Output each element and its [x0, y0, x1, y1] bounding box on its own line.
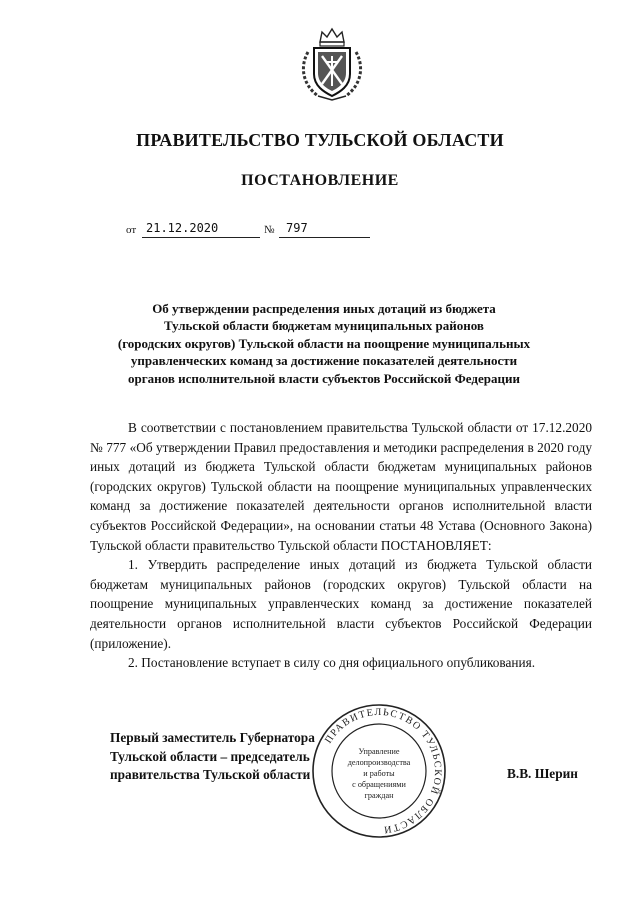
stamp-inner-line: и работы: [363, 769, 395, 778]
signatory-position: [110, 729, 315, 785]
document-number: 797: [286, 221, 308, 235]
stamp-inner-line: Управление: [358, 747, 400, 756]
number-underline: [279, 237, 370, 238]
date-from-label: от: [126, 224, 137, 236]
subject-line: органов исполнительной власти субъектов Российской Федерации: [128, 370, 520, 386]
resolution-item-2: 2. Постановление вступает в силу со дня официального опубликования.: [128, 655, 536, 671]
stamp-inner-line: с обращениями: [352, 780, 406, 789]
subject-line: управленческих команд за достижение показателей деятельности: [130, 353, 518, 369]
signatory-name: В.В. Шерин: [507, 766, 578, 781]
document-subject: [110, 300, 538, 387]
government-title: ПРАВИТЕЛЬСТВО ТУЛЬСКОЙ ОБЛАСТИ: [136, 130, 504, 150]
number-label: №: [264, 224, 275, 236]
stamp-inner-line: делопроизводства: [347, 758, 411, 767]
signatory-position-line: Тульской области – председатель: [110, 748, 310, 764]
resolution-item-1: 1. Утвердить распределение иных дотаций из бюджета Тульской области бюджетам муниципальных районов (городских округов) Тульской области на поощрение муниципальных управленческих команд за достижение показателей деятельности органов исполнительной власти субъектов Российской Федерации (приложение).: [90, 557, 592, 651]
preamble-paragraph: В соответствии с постановлением правительства Тульской области от 17.12.2020 № 777 «Об утверждении Правил предоставления и методики распределения в 2020 году иных дотаций из бюджета Тульской области бюджетам муниципальных районов (городских округов) Тульской области на поощрение муниципальных управленческих команд за достижение показателей деятельности органов исполнительной власти субъектов Российской Федерации», на основании статьи 48 Устава (Основного Закона) Тульской области правительство Тульской области ПОСТАНОВЛЯЕТ:: [90, 420, 592, 553]
date-number-line: [126, 221, 386, 244]
signatory-position-line: правительства Тульской области: [110, 767, 311, 782]
stamp-inner-line: граждан: [364, 791, 394, 800]
document-type-heading: ПОСТАНОВЛЕНИЕ: [241, 172, 399, 189]
subject-line: Тульской области бюджетам муниципальных районов: [164, 318, 484, 334]
official-stamp: [310, 702, 448, 840]
subject-line: Об утверждении распределения иных дотаций из бюджета: [152, 301, 496, 316]
tula-coat-of-arms-icon: [296, 26, 368, 102]
date-underline: [142, 237, 260, 238]
document-date: 21.12.2020: [146, 221, 219, 235]
document-body: [90, 418, 592, 673]
subject-line: (городских округов) Тульской области на поощрение муниципальных: [117, 335, 531, 351]
stamp-outer-text: ПРАВИТЕЛЬСТВО ТУЛЬСКОЙ ОБЛАСТИ: [323, 706, 444, 835]
signatory-position-line: Первый заместитель Губернатора: [110, 730, 315, 745]
